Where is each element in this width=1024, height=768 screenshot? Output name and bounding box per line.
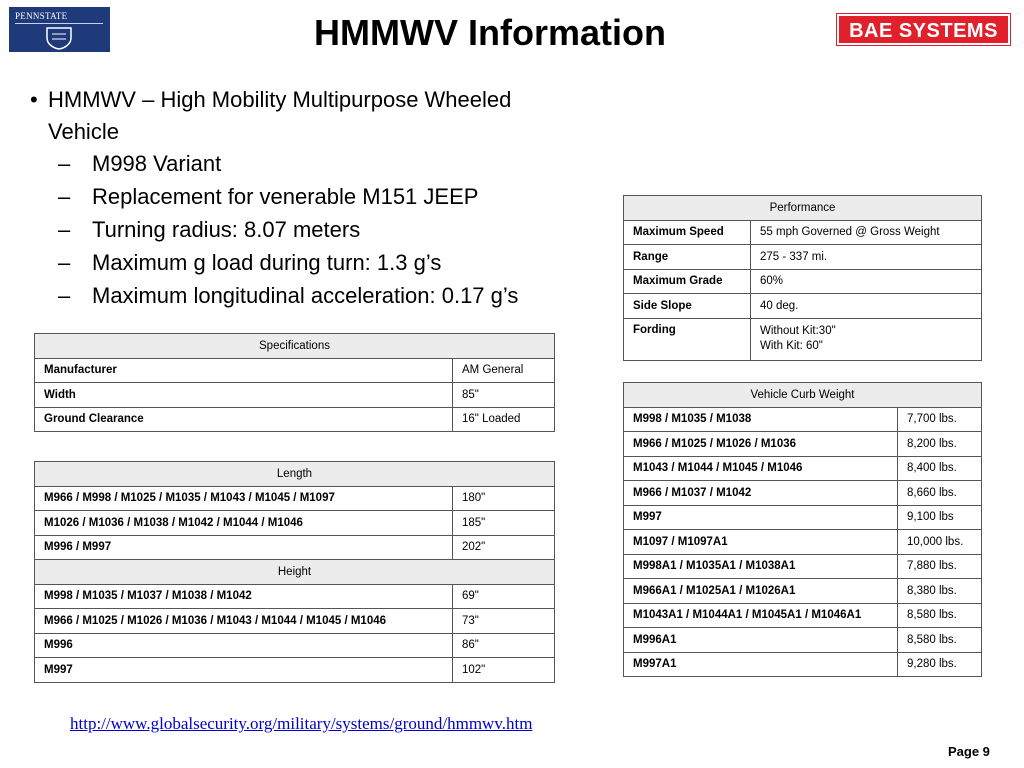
spec-value: AM General	[453, 358, 555, 383]
performance-label: Side Slope	[624, 294, 751, 319]
table-row	[624, 530, 982, 555]
specifications-table	[34, 333, 555, 432]
weight-value: 8,580 lbs.	[898, 603, 982, 628]
weight-label: M966A1 / M1025A1 / M1026A1	[624, 579, 898, 604]
bullet-list	[30, 84, 518, 313]
sub-bullet-text: M998 Variant	[92, 151, 222, 176]
performance-label: Fording	[624, 318, 751, 360]
spec-label: Ground Clearance	[35, 407, 453, 432]
dash-icon: –	[58, 151, 71, 176]
fording-with-kit: With Kit: 60"	[760, 339, 823, 352]
spec-label: Width	[35, 383, 453, 408]
table-row	[624, 318, 982, 360]
table-row	[624, 456, 982, 481]
page-title: HMMWV Information	[314, 12, 666, 53]
height-title: Height	[35, 560, 555, 585]
weight-value: 10,000 lbs.	[898, 530, 982, 555]
weight-value: 8,660 lbs.	[898, 481, 982, 506]
performance-table	[623, 195, 982, 361]
bullet-main-text: HMMWV – High Mobility Multipurpose Wheeled Vehicle	[48, 87, 512, 144]
table-row	[624, 603, 982, 628]
dash-icon: –	[58, 250, 71, 275]
table-row	[624, 628, 982, 653]
height-label: M996	[35, 633, 453, 658]
table-row	[35, 511, 555, 536]
table-row	[624, 652, 982, 677]
weight-value: 8,580 lbs.	[898, 628, 982, 653]
table-header-row	[35, 462, 555, 487]
height-label: M997	[35, 658, 453, 683]
weight-label: M966 / M1037 / M1042	[624, 481, 898, 506]
table-row	[35, 486, 555, 511]
sub-bullet	[30, 148, 518, 181]
weight-label: M1043A1 / M1044A1 / M1045A1 / M1046A1	[624, 603, 898, 628]
weight-label: M1097 / M1097A1	[624, 530, 898, 555]
height-value: 69"	[453, 584, 555, 609]
height-label: M966 / M1025 / M1026 / M1036 / M1043 / M1044 / M1045 / M1046	[35, 609, 453, 634]
performance-label: Maximum Grade	[624, 269, 751, 294]
sub-bullet-text: Maximum longitudinal acceleration: 0.17 g’s	[92, 283, 519, 308]
spec-value: 85"	[453, 383, 555, 408]
dash-icon: –	[58, 283, 71, 308]
performance-label: Maximum Speed	[624, 220, 751, 245]
performance-value	[751, 318, 982, 360]
table-header-row	[624, 196, 982, 221]
weight-value: 9,280 lbs.	[898, 652, 982, 677]
table-title: Vehicle Curb Weight	[624, 383, 982, 408]
penn-state-logo-text: PENNSTATE	[15, 11, 68, 21]
weight-value: 8,380 lbs.	[898, 579, 982, 604]
bullet-dot-icon: •	[30, 87, 38, 112]
length-value: 185"	[453, 511, 555, 536]
table-row	[624, 245, 982, 270]
performance-value: 275 - 337 mi.	[751, 245, 982, 270]
table-row	[35, 609, 555, 634]
length-label: M996 / M997	[35, 535, 453, 560]
spec-label: Manufacturer	[35, 358, 453, 383]
height-value: 86"	[453, 633, 555, 658]
table-title: Specifications	[35, 334, 555, 359]
table-row	[624, 554, 982, 579]
sub-bullet	[30, 214, 518, 247]
table-row	[624, 220, 982, 245]
table-row	[35, 633, 555, 658]
table-row	[35, 658, 555, 683]
table-row	[624, 481, 982, 506]
table-row	[35, 383, 555, 408]
sub-bullet	[30, 280, 518, 313]
table-row	[35, 584, 555, 609]
sub-bullet-text: Maximum g load during turn: 1.3 g’s	[92, 250, 442, 275]
table-row	[624, 579, 982, 604]
weight-value: 8,400 lbs.	[898, 456, 982, 481]
bullet-main	[30, 84, 518, 148]
source-link[interactable]: http://www.globalsecurity.org/military/systems/ground/hmmwv.htm	[70, 714, 533, 733]
table-row	[624, 505, 982, 530]
bae-systems-logo: BAE SYSTEMS	[837, 14, 1010, 45]
length-value: 180"	[453, 486, 555, 511]
table-row	[35, 407, 555, 432]
table-row	[624, 407, 982, 432]
table-header-row	[35, 560, 555, 585]
weight-label: M998A1 / M1035A1 / M1038A1	[624, 554, 898, 579]
weight-label: M1043 / M1044 / M1045 / M1046	[624, 456, 898, 481]
weight-label: M998 / M1035 / M1038	[624, 407, 898, 432]
weight-value: 7,700 lbs.	[898, 407, 982, 432]
weight-label: M997A1	[624, 652, 898, 677]
weight-label: M997	[624, 505, 898, 530]
weight-label: M996A1	[624, 628, 898, 653]
table-row	[35, 358, 555, 383]
weight-label: M966 / M1025 / M1026 / M1036	[624, 432, 898, 457]
dash-icon: –	[58, 184, 71, 209]
length-height-table	[34, 461, 555, 683]
table-header-row	[624, 383, 982, 408]
curb-weight-table	[623, 382, 982, 677]
fording-without-kit: Without Kit:30"	[760, 324, 836, 337]
spec-value: 16" Loaded	[453, 407, 555, 432]
table-title: Performance	[624, 196, 982, 221]
page-number: Page 9	[948, 744, 990, 759]
sub-bullet-text: Replacement for venerable M151 JEEP	[92, 184, 479, 209]
performance-value: 60%	[751, 269, 982, 294]
weight-value: 9,100 lbs	[898, 505, 982, 530]
sub-bullet	[30, 247, 518, 280]
sub-bullet	[30, 181, 518, 214]
length-value: 202"	[453, 535, 555, 560]
performance-value: 40 deg.	[751, 294, 982, 319]
height-label: M998 / M1035 / M1037 / M1038 / M1042	[35, 584, 453, 609]
sub-bullet-text: Turning radius: 8.07 meters	[92, 217, 361, 242]
dash-icon: –	[58, 217, 71, 242]
height-value: 102"	[453, 658, 555, 683]
length-label: M1026 / M1036 / M1038 / M1042 / M1044 / M1046	[35, 511, 453, 536]
weight-value: 7,880 lbs.	[898, 554, 982, 579]
table-header-row	[35, 334, 555, 359]
weight-value: 8,200 lbs.	[898, 432, 982, 457]
table-row	[35, 535, 555, 560]
length-title: Length	[35, 462, 555, 487]
table-row	[624, 269, 982, 294]
length-label: M966 / M998 / M1025 / M1035 / M1043 / M1045 / M1097	[35, 486, 453, 511]
performance-value: 55 mph Governed @ Gross Weight	[751, 220, 982, 245]
table-row	[624, 432, 982, 457]
table-row	[624, 294, 982, 319]
height-value: 73"	[453, 609, 555, 634]
performance-label: Range	[624, 245, 751, 270]
